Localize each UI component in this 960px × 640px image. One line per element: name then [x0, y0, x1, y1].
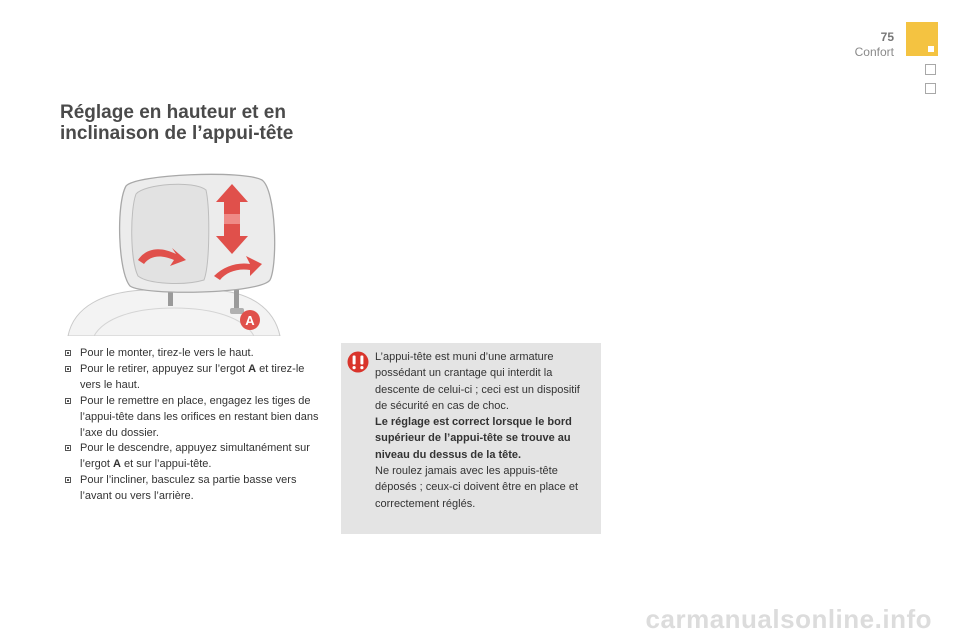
warning-text: L’appui-tête est muni d’une armature possédant un crantage qui interdit la descente de celui-ci ; ceci est un dispositif de sécurité en cas de choc. — [375, 351, 580, 412]
bullet-icon — [65, 398, 71, 404]
headrest-illustration — [64, 168, 282, 336]
instructions-list — [63, 346, 325, 505]
list-item — [63, 441, 325, 473]
list-item-text: Pour le retirer, appuyez sur l’ergot — [80, 362, 249, 375]
list-item-text: Pour le monter, tirez-le vers le haut. — [80, 347, 254, 359]
list-item-text: Pour le remettre en place, engagez les tiges de l’appui-tête dans les orifices en restant bien dans l’axe du dossier. — [80, 394, 319, 439]
warning-box — [341, 343, 601, 534]
list-item — [63, 362, 325, 394]
title-line: inclinaison de l’appui-tête — [60, 123, 294, 144]
list-item-text: et tirez-le vers le haut. — [80, 362, 305, 391]
bullet-icon — [65, 366, 71, 372]
chapter-tab-box — [925, 64, 936, 75]
page-title — [60, 102, 380, 144]
list-item-text: Pour le descendre, appuyez simultanément sur l’ergot — [80, 442, 310, 471]
list-item — [63, 394, 325, 442]
list-item-text: et sur l’appui-tête. — [120, 458, 212, 471]
section-name: Confort — [854, 45, 894, 59]
title-line: Réglage en hauteur et en — [60, 102, 286, 123]
bullet-icon — [65, 477, 71, 483]
list-item — [63, 346, 325, 362]
list-item-ref: A — [248, 362, 257, 375]
list-item-text: Pour l’incliner, basculez sa partie basse vers l’avant ou vers l’arrière. — [80, 474, 297, 503]
warning-emphasis: Le réglage est correct lorsque le bord supérieur de l’appui-tête se trouve au niveau du dessus de la tête. — [375, 416, 572, 461]
bullet-icon — [65, 350, 71, 356]
callout-label: A — [245, 313, 255, 328]
list-item — [63, 473, 325, 505]
warning-icon — [347, 351, 369, 373]
chapter-tab-box — [925, 83, 936, 94]
chapter-tab — [906, 22, 938, 56]
list-item-ref: A — [113, 458, 121, 471]
bullet-icon — [65, 445, 71, 451]
watermark: carmanualsonline.info — [645, 604, 932, 634]
warning-text: Ne roulez jamais avec les appuis-tête déposés ; ceux-ci doivent être en place et correctement réglés. — [375, 465, 579, 510]
page-number: 75 — [880, 30, 894, 44]
